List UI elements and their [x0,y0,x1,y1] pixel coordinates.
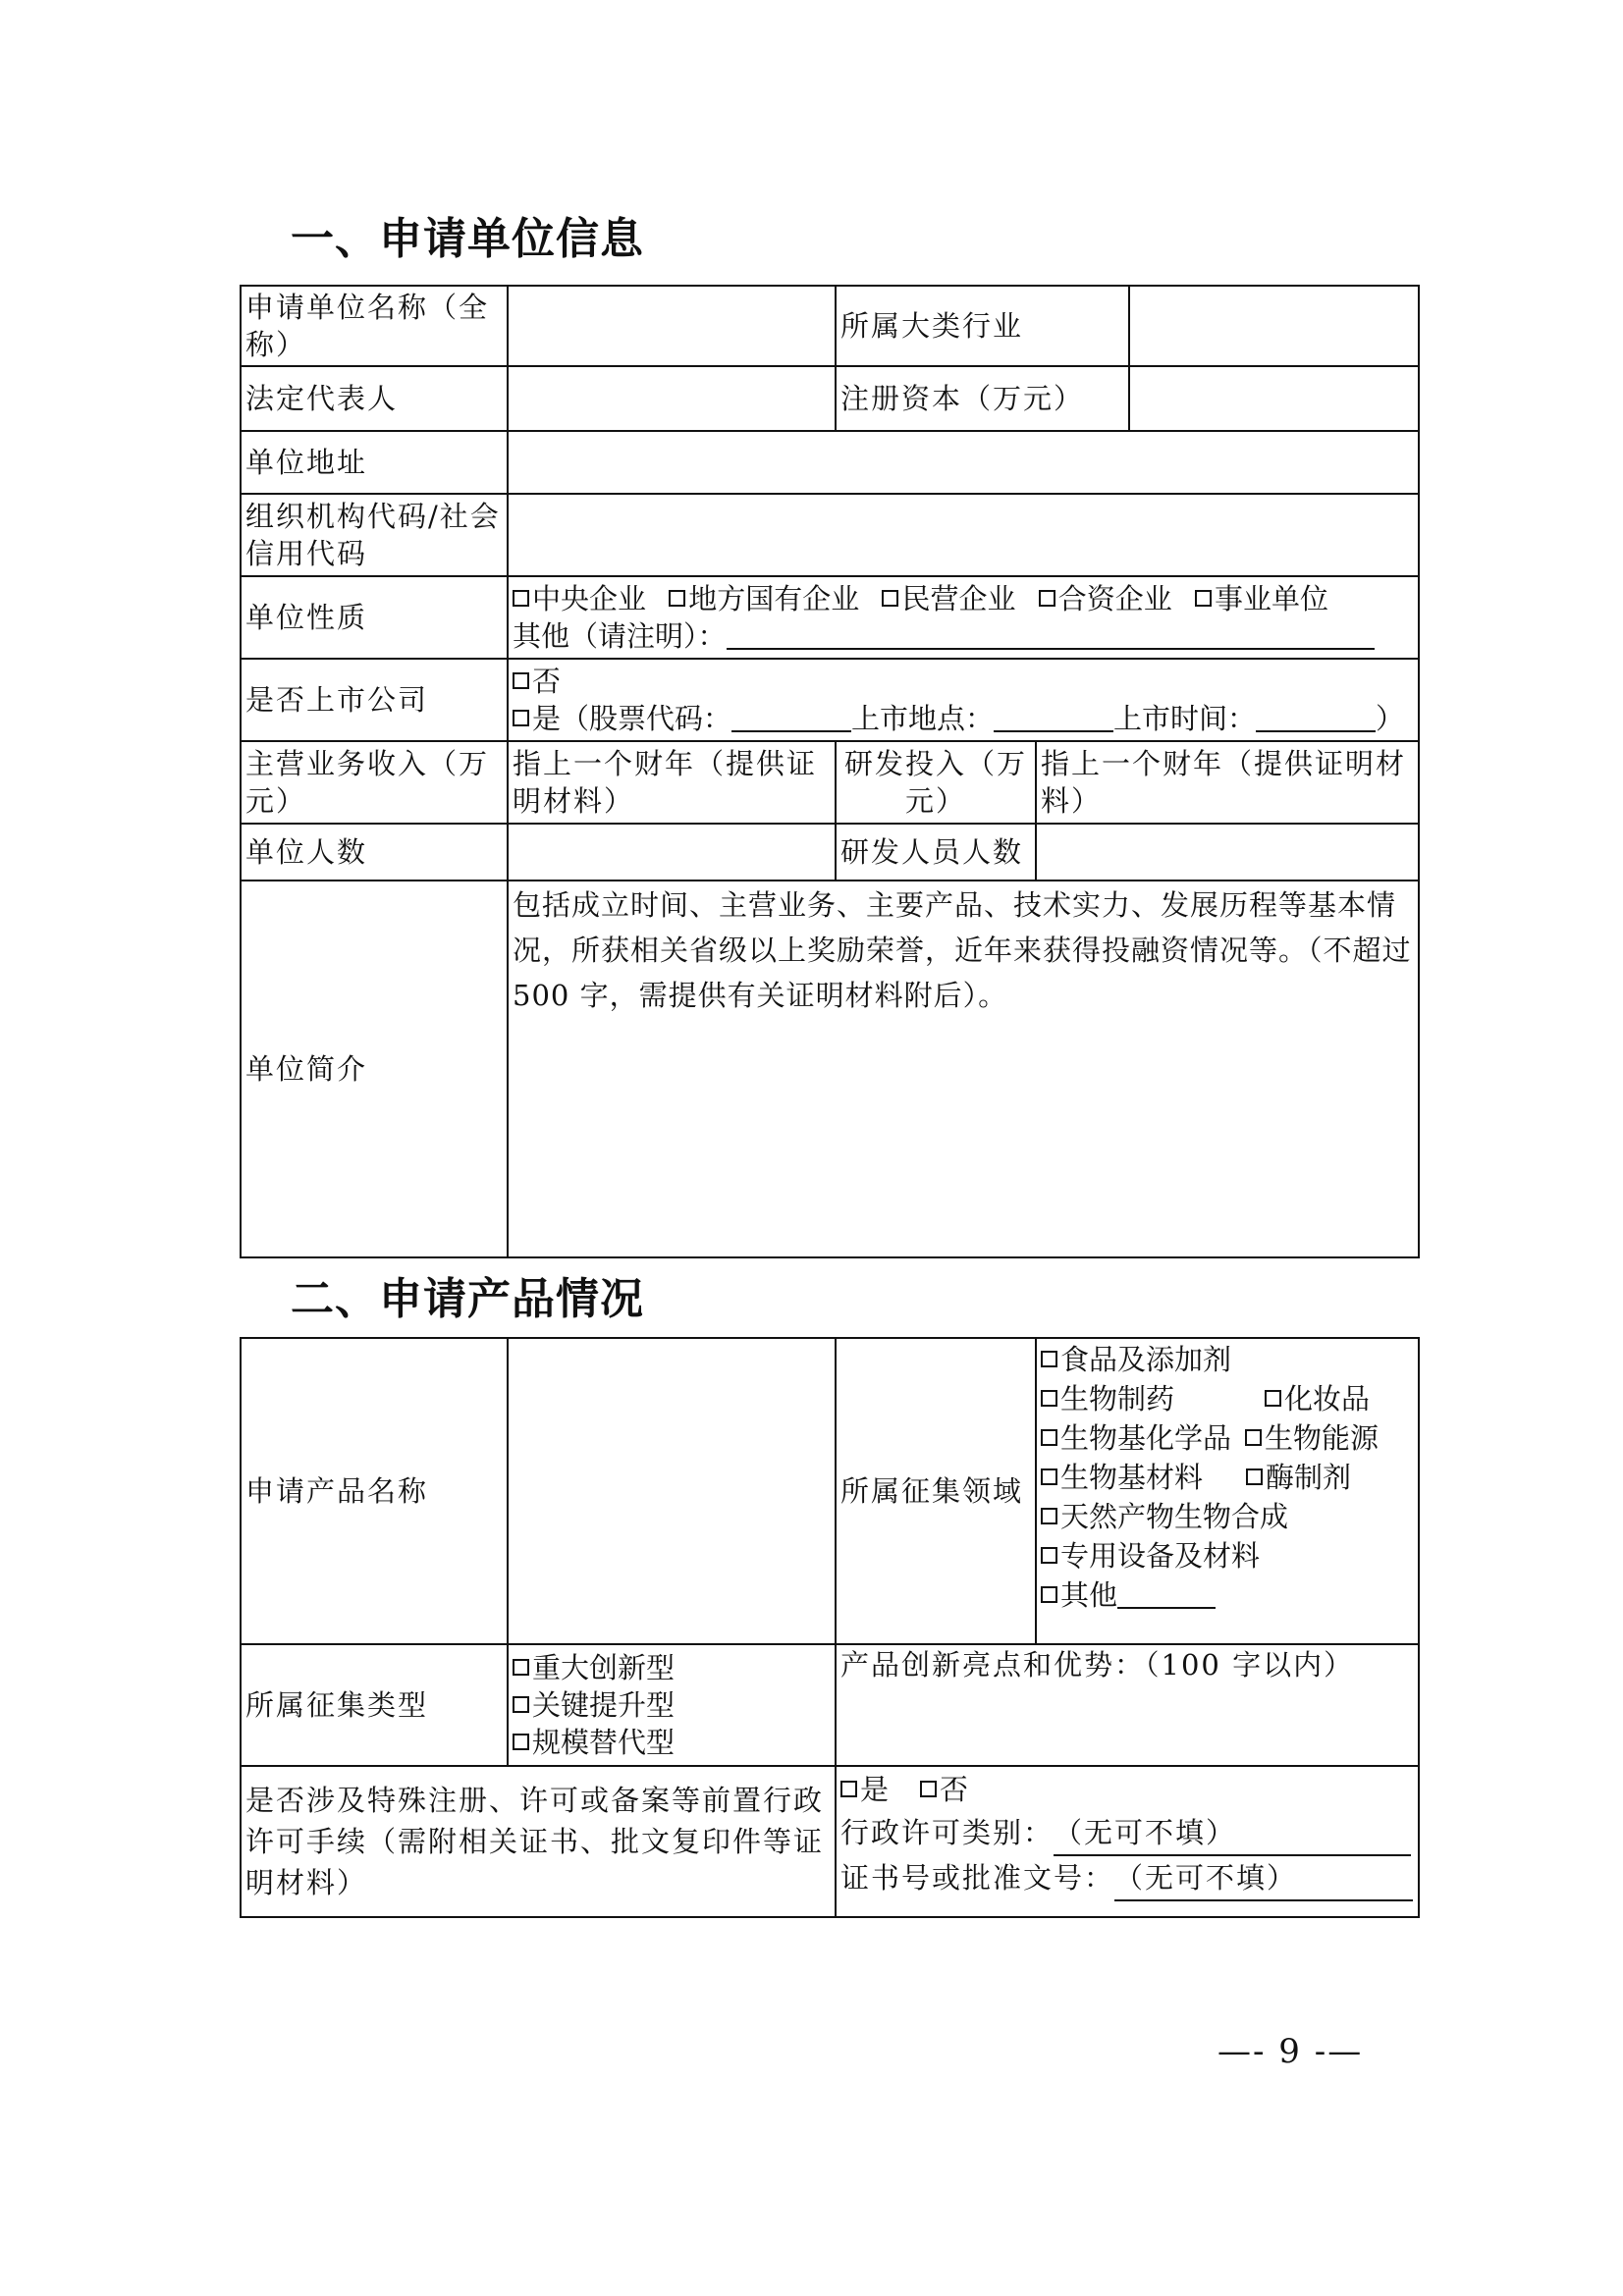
type-label: 所属征集类型 [241,1644,508,1766]
address-field[interactable] [508,431,1419,494]
checkbox-icon[interactable] [513,1696,529,1713]
checkbox-icon[interactable] [513,710,529,726]
checkbox-icon[interactable] [1041,1547,1057,1564]
checkbox-icon[interactable] [1041,1468,1057,1485]
listed-options: 否 是（股票代码： 上市地点： 上市时间： ） [508,659,1419,741]
nature-other-field[interactable] [727,620,1375,650]
field-option-natural: 天然产物生物合成 [1060,1500,1289,1533]
table-row [241,741,1419,824]
permit-no-option: 否 [940,1773,969,1806]
section1-heading: 一、申请单位信息 [291,214,644,264]
permit-options [836,1766,1419,1917]
checkbox-icon[interactable] [1195,590,1212,607]
table-row [241,286,1419,366]
intro-field[interactable]: 包括成立时间、主营业务、主要产品、技术实力、发展历程等基本情况，所获相关省级以上奖励荣誉，近年来获得投融资情况等。（不超过 500 字，需提供有关证明材料附后）。 [508,881,1419,1257]
section2-heading: 二、申请产品情况 [291,1274,644,1324]
field-option-cosmetics: 化妆品 [1284,1382,1371,1415]
field-other-input[interactable] [1117,1579,1216,1609]
permit-type-field[interactable]: （无可不填） [1054,1811,1411,1856]
type-options [508,1644,836,1766]
checkbox-icon[interactable] [1041,1508,1057,1524]
org-code-field[interactable] [508,494,1419,576]
type-option-key: 关键提升型 [532,1688,676,1722]
permit-yes-option: 是 [860,1773,890,1806]
legal-rep-label: 法定代表人 [241,366,508,431]
nature-option-central[interactable]: 中央企业 [513,582,646,615]
industry-field[interactable] [1129,286,1419,366]
nature-options [508,576,1419,659]
field-label: 所属征集领域 [836,1338,1036,1644]
permit-no-field[interactable]: （无可不填） [1114,1856,1413,1901]
intro-label: 单位简介 [241,881,508,1257]
address-label: 单位地址 [241,431,508,494]
checkbox-icon[interactable] [1041,1390,1057,1407]
product-info-table [240,1337,1420,1918]
rd-invest-label: 研发投入（万元） [836,741,1036,824]
page-number: —- 9 -— [1217,2032,1364,2071]
rd-staff-label: 研发人员人数 [836,824,1036,881]
checkbox-icon[interactable] [882,590,898,607]
listed-time-field[interactable] [1256,703,1376,732]
nature-option-private[interactable]: 民营企业 [882,582,1015,615]
field-option-material: 生物基材料 [1060,1461,1204,1494]
field-option-energy: 生物能源 [1265,1421,1380,1455]
field-options [1036,1338,1419,1644]
checkbox-icon[interactable] [1041,1586,1057,1603]
table-row [241,576,1419,659]
field-option-other: 其他 [1060,1578,1118,1612]
nature-option-institution[interactable]: 事业单位 [1195,582,1328,615]
revenue-label: 主营业务收入（万元） [241,741,508,824]
checkbox-icon[interactable] [1041,1429,1057,1446]
revenue-note[interactable]: 指上一个财年（提供证明材料） [508,741,836,824]
listed-yes-option: 是（股票代码： [532,702,732,735]
permit-no-label: 证书号或批准文号： [840,1861,1115,1895]
checkbox-icon[interactable] [513,672,529,689]
permit-label: 是否涉及特殊注册、许可或备案等前置行政许可手续（需附相关证书、批文复印件等证明材料） [241,1766,836,1917]
listed-no-option: 否 [532,665,562,698]
permit-type-label: 行政许可类别： [840,1816,1055,1849]
field-option-enzyme: 酶制剂 [1266,1461,1352,1494]
checkbox-icon[interactable] [1039,590,1055,607]
field-option-chem: 生物基化学品 [1060,1421,1232,1455]
org-code-label: 组织机构代码/社会信用代码 [241,494,508,576]
listed-time-label: 上市时间： [1113,702,1257,735]
nature-label: 单位性质 [241,576,508,659]
type-option-scale: 规模替代型 [532,1726,676,1759]
product-name-label: 申请产品名称 [241,1338,508,1644]
listed-label: 是否上市公司 [241,659,508,741]
table-row [241,1766,1419,1917]
checkbox-icon[interactable] [1245,1429,1262,1446]
field-option-pharma: 生物制药 [1060,1382,1175,1415]
staff-label: 单位人数 [241,824,508,881]
checkbox-icon[interactable] [920,1781,937,1797]
staff-field[interactable] [508,824,836,881]
table-row [241,1644,1419,1766]
table-row [241,431,1419,494]
applicant-info-table [240,285,1420,1258]
industry-label: 所属大类行业 [836,286,1129,366]
listed-place-label: 上市地点： [851,702,995,735]
listed-place-field[interactable] [994,703,1113,732]
checkbox-icon[interactable] [840,1781,857,1797]
checkbox-icon[interactable] [513,590,529,607]
checkbox-icon[interactable] [1265,1390,1281,1407]
nature-option-local-soe[interactable]: 地方国有企业 [669,582,859,615]
stock-code-field[interactable] [731,703,851,732]
rd-staff-field[interactable] [1036,824,1419,881]
field-option-equipment: 专用设备及材料 [1060,1539,1261,1573]
field-option-food: 食品及添加剂 [1060,1343,1232,1376]
rd-invest-note[interactable]: 指上一个财年（提供证明材料） [1036,741,1419,824]
type-option-major: 重大创新型 [532,1651,676,1684]
org-name-label: 申请单位名称（全称） [241,286,508,366]
checkbox-icon[interactable] [1246,1468,1263,1485]
table-row [241,366,1419,431]
reg-capital-field[interactable] [1129,366,1419,431]
reg-capital-label: 注册资本（万元） [836,366,1129,431]
highlight-field[interactable]: 产品创新亮点和优势：（100 字以内） [836,1644,1419,1766]
nature-option-jv[interactable]: 合资企业 [1039,582,1172,615]
checkbox-icon[interactable] [513,1734,529,1750]
checkbox-icon[interactable] [669,590,685,607]
checkbox-icon[interactable] [1041,1351,1057,1367]
legal-rep-field[interactable] [508,366,836,431]
org-name-field[interactable] [508,286,836,366]
table-row [241,824,1419,881]
table-row [241,494,1419,576]
product-name-field[interactable] [508,1338,836,1644]
table-row [241,659,1419,741]
table-row [241,1338,1419,1644]
table-row [241,881,1419,1257]
checkbox-icon[interactable] [513,1659,529,1676]
nature-other-label: 其他（请注明）： [513,619,727,653]
